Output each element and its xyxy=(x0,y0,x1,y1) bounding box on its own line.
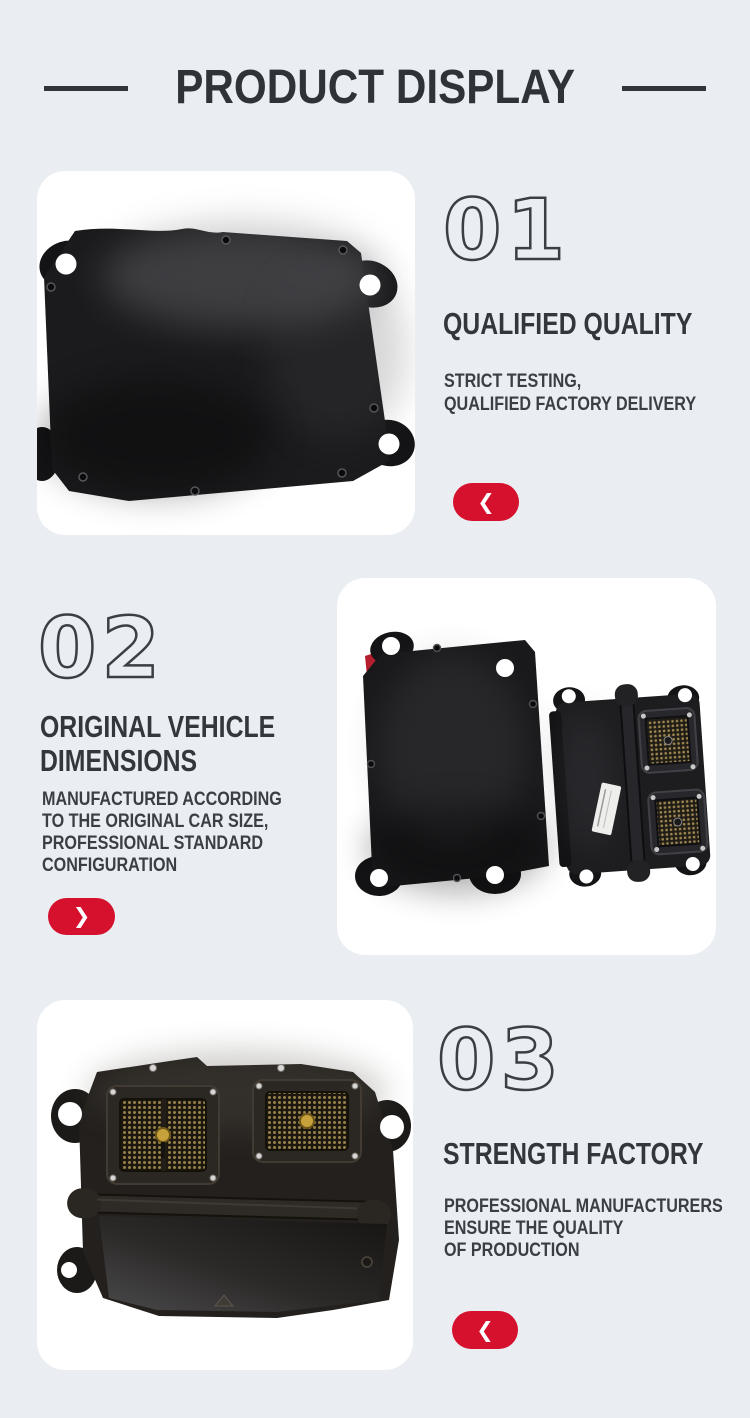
section-description-2: MANUFACTURED ACCORDING TO THE ORIGINAL CAR SIZE, PROFESSIONAL STANDARD CONFIGURATION xyxy=(42,789,282,876)
section-number-2: 02 xyxy=(38,599,165,697)
section-heading-1: QUALIFIED QUALITY xyxy=(443,306,693,341)
product-photo-card-3 xyxy=(37,1000,413,1370)
product-photo-ecu-plate-and-module xyxy=(337,578,716,955)
header-dash-right xyxy=(622,86,706,91)
product-photo-card-2 xyxy=(337,578,716,955)
section-description-3: PROFESSIONAL MANUFACTURERS ENSURE THE QUALITY OF PRODUCTION xyxy=(444,1196,723,1261)
chevron-left-icon: ❮ xyxy=(476,1317,494,1342)
carousel-prev-button-3[interactable] xyxy=(452,1311,518,1349)
product-photo-ecu-connector-side xyxy=(37,1000,413,1370)
chevron-left-icon: ❮ xyxy=(477,489,495,514)
product-photo-card-1 xyxy=(37,171,415,535)
section-heading-3: STRENGTH FACTORY xyxy=(443,1136,704,1171)
product-photo-ecu-cover-plate xyxy=(37,171,415,535)
carousel-next-button-2[interactable] xyxy=(48,898,115,935)
page-header xyxy=(0,62,750,114)
header-dash-left xyxy=(44,86,128,91)
section-description-1: STRICT TESTING, QUALIFIED FACTORY DELIVERY xyxy=(444,371,697,415)
section-number-1: 01 xyxy=(443,181,570,279)
section-heading-2: ORIGINAL VEHICLE DIMENSIONS xyxy=(40,709,276,778)
page-title: PRODUCT DISPLAY xyxy=(175,61,575,114)
section-number-3: 03 xyxy=(437,1011,564,1109)
carousel-prev-button-1[interactable] xyxy=(453,483,519,521)
chevron-right-icon: ❯ xyxy=(72,904,91,928)
